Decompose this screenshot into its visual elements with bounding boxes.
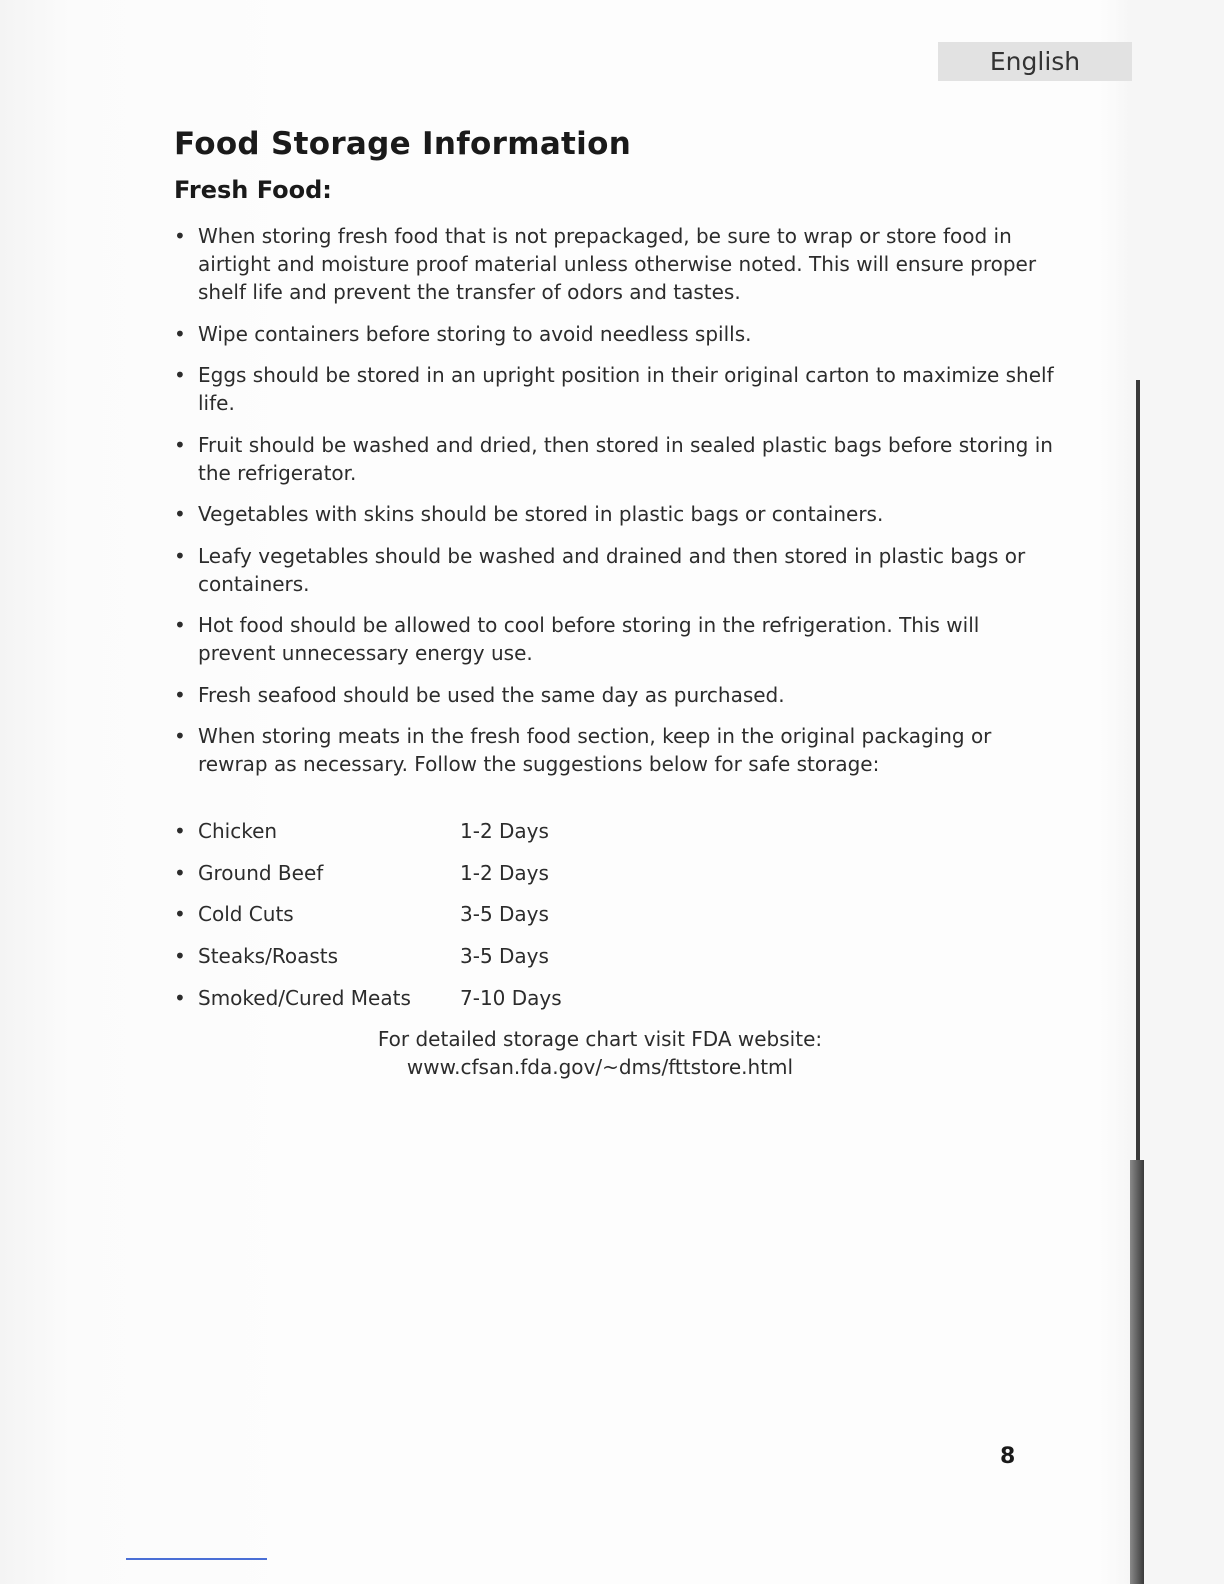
bullet-icon: • (174, 985, 186, 1010)
bullet-icon: • (174, 860, 186, 885)
tip-text: Hot food should be allowed to cool before storing in the refrigeration. This will prevent unnecessary energy use. (198, 613, 980, 665)
tip-text: Eggs should be stored in an upright position in their original carton to maximize shelf life. (198, 363, 1054, 415)
bullet-icon: • (174, 682, 186, 707)
meat-days: 3-5 Days (460, 902, 549, 927)
bullet-icon: • (174, 543, 186, 568)
section-subtitle: Fresh Food: (174, 176, 332, 204)
bullet-icon: • (174, 944, 186, 969)
tip-text: Wipe containers before storing to avoid needless spills. (198, 321, 752, 346)
page-title: Food Storage Information (174, 126, 632, 162)
tip-item (174, 611, 1054, 667)
tip-item (174, 222, 1054, 306)
bullet-icon: • (174, 902, 186, 927)
meat-name: Smoked/Cured Meats (198, 985, 411, 1010)
fresh-food-tips-list (174, 222, 1054, 792)
tip-text: Fresh seafood should be used the same day as purchased. (198, 682, 785, 707)
tip-text: When storing meats in the fresh food section, keep in the original packaging or rewrap as necessary. Follow the suggestions below for safe storage: (198, 724, 992, 776)
bullet-icon: • (174, 224, 186, 248)
meat-name: Ground Beef (198, 860, 324, 885)
meat-days: 7-10 Days (460, 985, 562, 1010)
fda-note-text: For detailed storage chart visit FDA website: (377, 1027, 823, 1051)
language-tab (938, 42, 1132, 81)
tip-item (174, 500, 1054, 528)
bullet-icon: • (174, 502, 186, 526)
binding-shadow (1130, 1160, 1144, 1584)
bullet-icon: • (174, 432, 186, 457)
bullet-icon: • (174, 363, 186, 387)
fda-website-link[interactable]: www.cfsan.fda.gov/~dms/fttstore.html (406, 1055, 794, 1079)
tip-text: When storing fresh food that is not prepackaged, be sure to wrap or store food in airtight and moisture proof material unless otherwise noted. This will ensure proper shelf life and prevent the transfer of odors and tastes. (198, 224, 1037, 304)
tip-item (174, 320, 1054, 348)
tip-item (174, 431, 1054, 487)
tip-text: Leafy vegetables should be washed and drained and then stored in plastic bags or containers. (198, 543, 1026, 596)
tip-item (174, 361, 1054, 417)
meat-name: Cold Cuts (198, 902, 294, 927)
meat-days: 1-2 Days (460, 819, 549, 843)
meat-days: 1-2 Days (460, 860, 549, 885)
bottom-divider (126, 1558, 267, 1560)
tip-text: Vegetables with skins should be stored in plastic bags or containers. (198, 502, 884, 526)
bullet-icon: • (174, 819, 186, 843)
language-tab-label: English (989, 47, 1081, 76)
tip-item (174, 722, 1054, 778)
fda-reference-note (300, 1025, 900, 1081)
bullet-icon: • (174, 724, 186, 748)
bullet-icon: • (174, 321, 186, 346)
tip-item (174, 542, 1054, 598)
meat-name: Steaks/Roasts (198, 944, 339, 969)
tip-text: Fruit should be washed and dried, then stored in sealed plastic bags before storing in the refrigerator. (198, 432, 1053, 485)
meat-days: 3-5 Days (460, 944, 549, 969)
meat-name: Chicken (198, 819, 278, 843)
tip-item (174, 681, 1054, 709)
page-number: 8 (1000, 1444, 1016, 1469)
bullet-icon: • (174, 613, 186, 637)
